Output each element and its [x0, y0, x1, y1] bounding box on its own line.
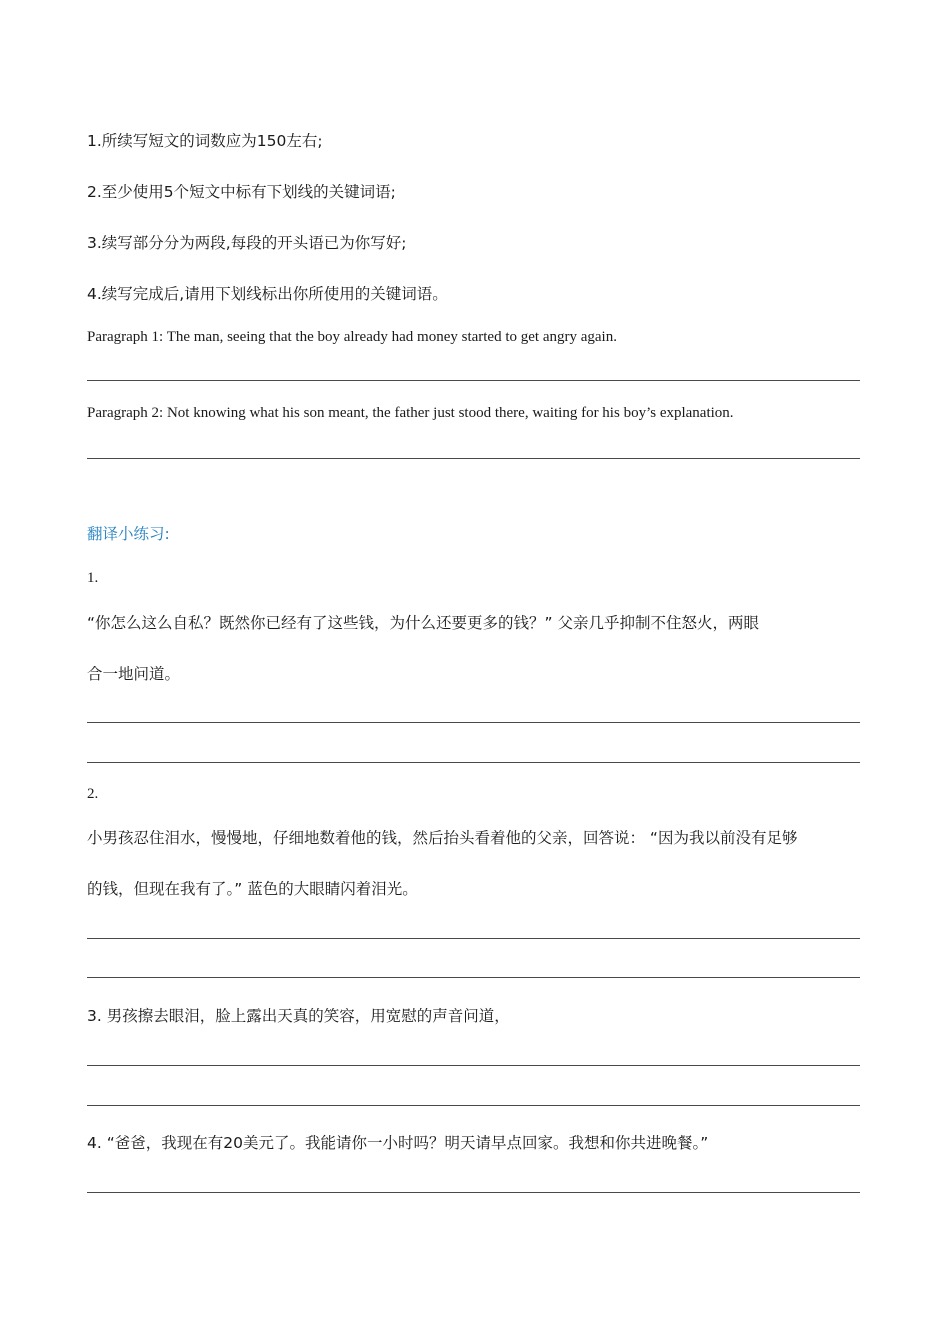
requirement-1: 1.所续写短文的词数应为150左右;: [87, 132, 323, 150]
practice-item-text: 合一地问道。: [87, 665, 181, 683]
practice-item-text: 4. “爸爸，我现在有20美元了。我能请你一小时吗？明天请早点回家。我想和你共进晚餐。”: [87, 1134, 709, 1152]
answer-line: [87, 722, 860, 723]
practice-item-number: 1.: [87, 570, 99, 586]
practice-item-text: 的钱，但现在我有了。” 蓝色的大眼睛闪着泪光。: [87, 880, 418, 898]
practice-item-number: 2.: [87, 786, 99, 802]
answer-line: [87, 1192, 860, 1193]
answer-line: [87, 938, 860, 939]
answer-line: [87, 458, 860, 459]
paragraph-1-prompt: Paragraph 1: The man, seeing that the boy already had money started to get angry again.: [87, 329, 617, 345]
practice-item-text: “你怎么这么自私？既然你已经有了这些钱，为什么还要更多的钱？” 父亲几乎抑制不住怒火，两眼: [87, 614, 759, 632]
answer-line: [87, 1065, 860, 1066]
requirement-2: 2.至少使用5个短文中标有下划线的关键词语;: [87, 183, 396, 201]
paragraph-2-prompt: Paragraph 2: Not knowing what his son meant, the father just stood there, waiting for his boy’s explanation.: [87, 405, 734, 421]
practice-item-text: 3. 男孩擦去眼泪，脸上露出天真的笑容，用宽慰的声音问道，: [87, 1007, 510, 1025]
requirement-4: 4.续写完成后,请用下划线标出你所使用的关键词语。: [87, 285, 448, 303]
answer-line: [87, 380, 860, 381]
requirement-3: 3.续写部分分为两段,每段的开头语已为你写好;: [87, 234, 407, 252]
answer-line: [87, 977, 860, 978]
practice-item-text: 小男孩忍住泪水，慢慢地，仔细地数着他的钱，然后抬头看着他的父亲，回答说： “因为我以前没有足够: [87, 829, 798, 847]
answer-line: [87, 762, 860, 763]
practice-heading: 翻译小练习:: [87, 525, 170, 543]
answer-line: [87, 1105, 860, 1106]
